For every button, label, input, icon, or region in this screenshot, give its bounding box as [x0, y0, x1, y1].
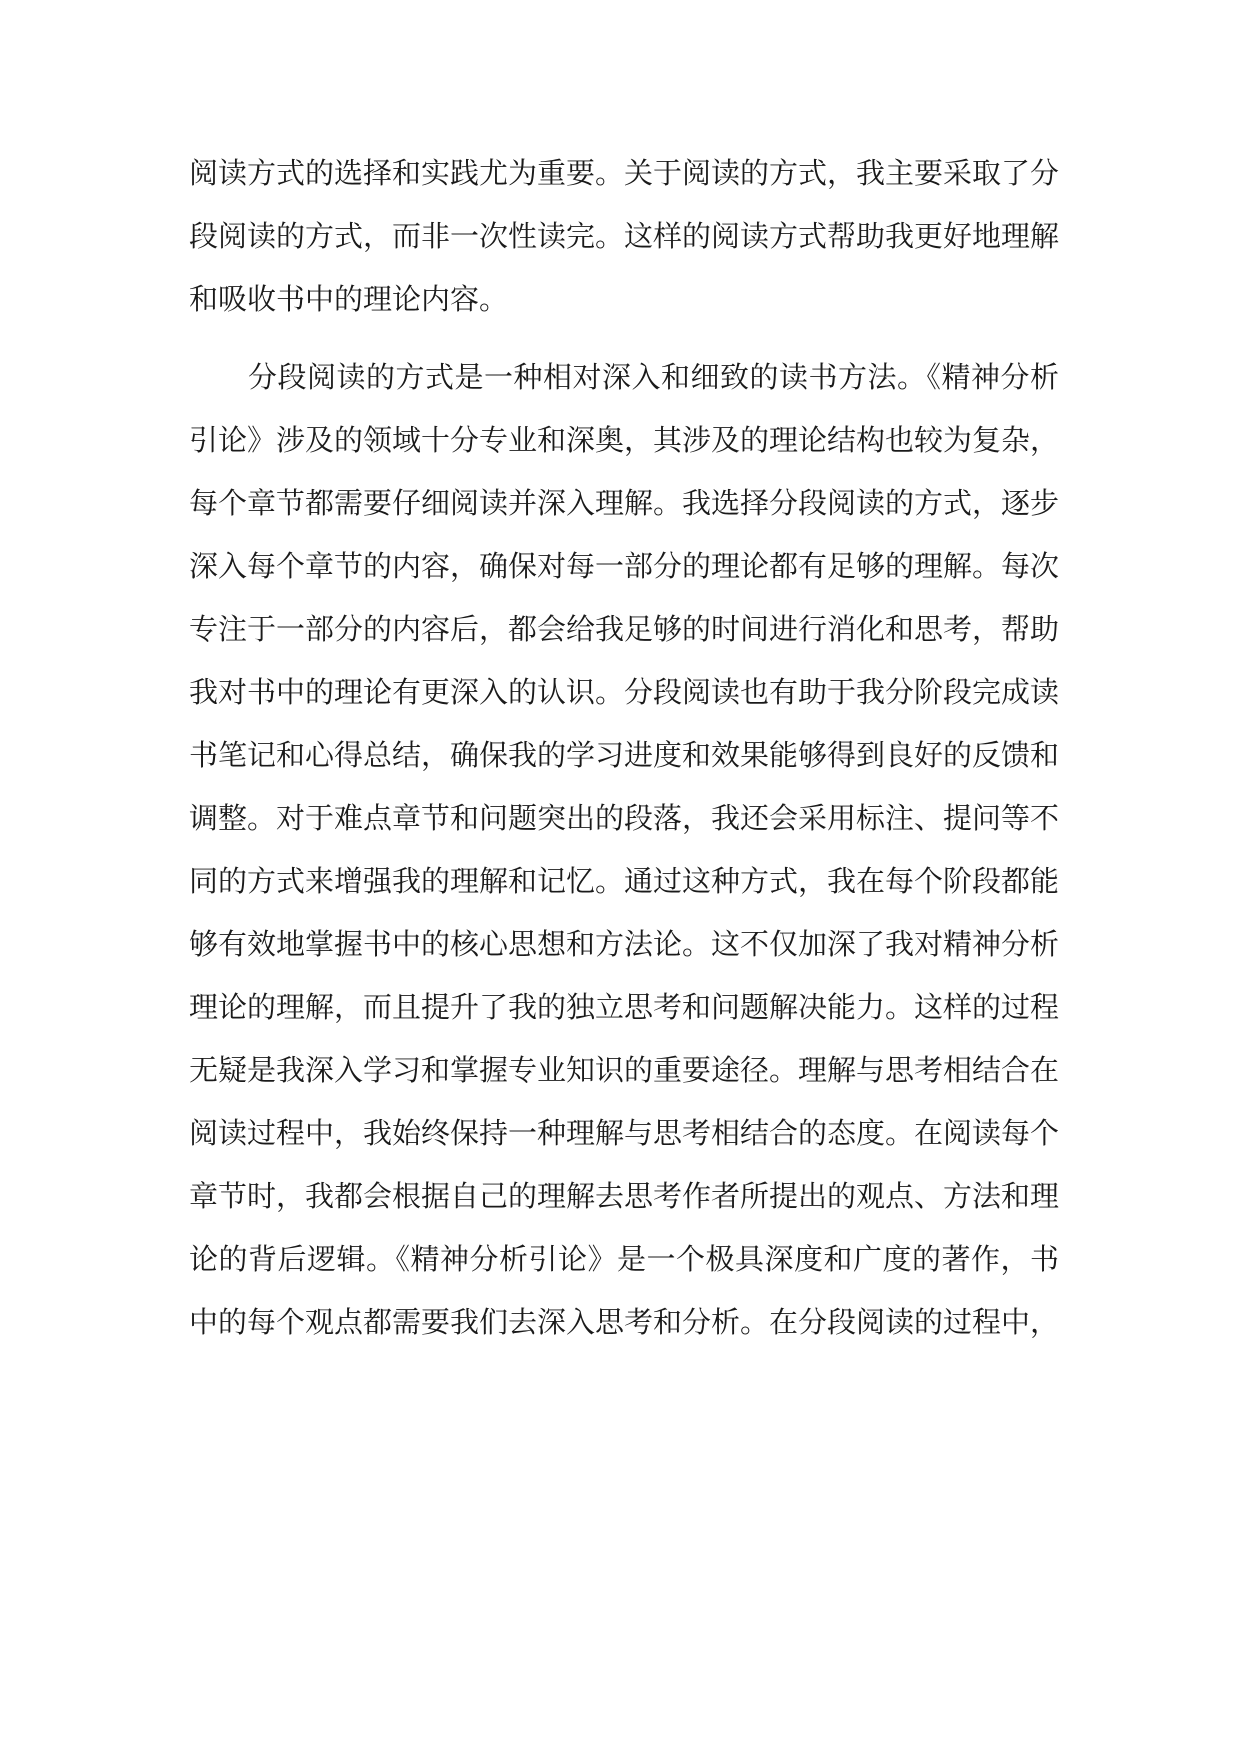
text-line: 引论》涉及的领域十分专业和深奥，其涉及的理论结构也较为复杂， — [189, 423, 1060, 457]
text-line: 阅读方式的选择和实践尤为重要。关于阅读的方式，我主要采取了分 — [189, 156, 1060, 190]
text-line: 阅读过程中，我始终保持一种理解与思考相结合的态度。在阅读每个 — [189, 1116, 1060, 1150]
text-line — [189, 1354, 1059, 1417]
text-line: 无疑是我深入学习和掌握专业知识的重要途径。理解与思考相结合在 — [189, 1053, 1060, 1087]
body-text — [189, 142, 1059, 1417]
text-line: 段阅读的方式，而非一次性读完。这样的阅读方式帮助我更好地理解 — [189, 219, 1060, 253]
text-line: 章节时，我都会根据自己的理解去思考作者所提出的观点、方法和理 — [189, 1179, 1060, 1213]
text-line: 调整。对于难点章节和问题突出的段落，我还会采用标注、提问等不 — [189, 801, 1060, 835]
paragraph-2 — [189, 346, 1059, 1417]
text-line: 同的方式来增强我的理解和记忆。通过这种方式，我在每个阶段都能 — [189, 864, 1060, 898]
text-line: 和吸收书中的理论内容。 — [189, 282, 509, 316]
text-line: 我对书中的理论有更深入的认识。分段阅读也有助于我分阶段完成读 — [189, 675, 1060, 709]
paragraph-1 — [189, 142, 1059, 331]
text-line: 论的背后逻辑。《精神分析引论》是一个极具深度和广度的著作，书 — [189, 1242, 1059, 1276]
text-line: 中的每个观点都需要我们去深入思考和分析。在分段阅读的过程中， — [189, 1305, 1060, 1339]
text-line: 分段阅读的方式是一种相对深入和细致的读书方法。《精神分析 — [189, 360, 1059, 394]
text-line: 专注于一部分的内容后，都会给我足够的时间进行消化和思考，帮助 — [189, 612, 1060, 646]
text-line: 书笔记和心得总结，确保我的学习进度和效果能够得到良好的反馈和 — [189, 738, 1060, 772]
text-line: 理论的理解，而且提升了我的独立思考和问题解决能力。这样的过程 — [189, 990, 1060, 1024]
text-line: 够有效地掌握书中的核心思想和方法论。这不仅加深了我对精神分析 — [189, 927, 1060, 961]
text-line: 每个章节都需要仔细阅读并深入理解。我选择分段阅读的方式，逐步 — [189, 486, 1060, 520]
text-line: 深入每个章节的内容，确保对每一部分的理论都有足够的理解。每次 — [189, 549, 1060, 583]
